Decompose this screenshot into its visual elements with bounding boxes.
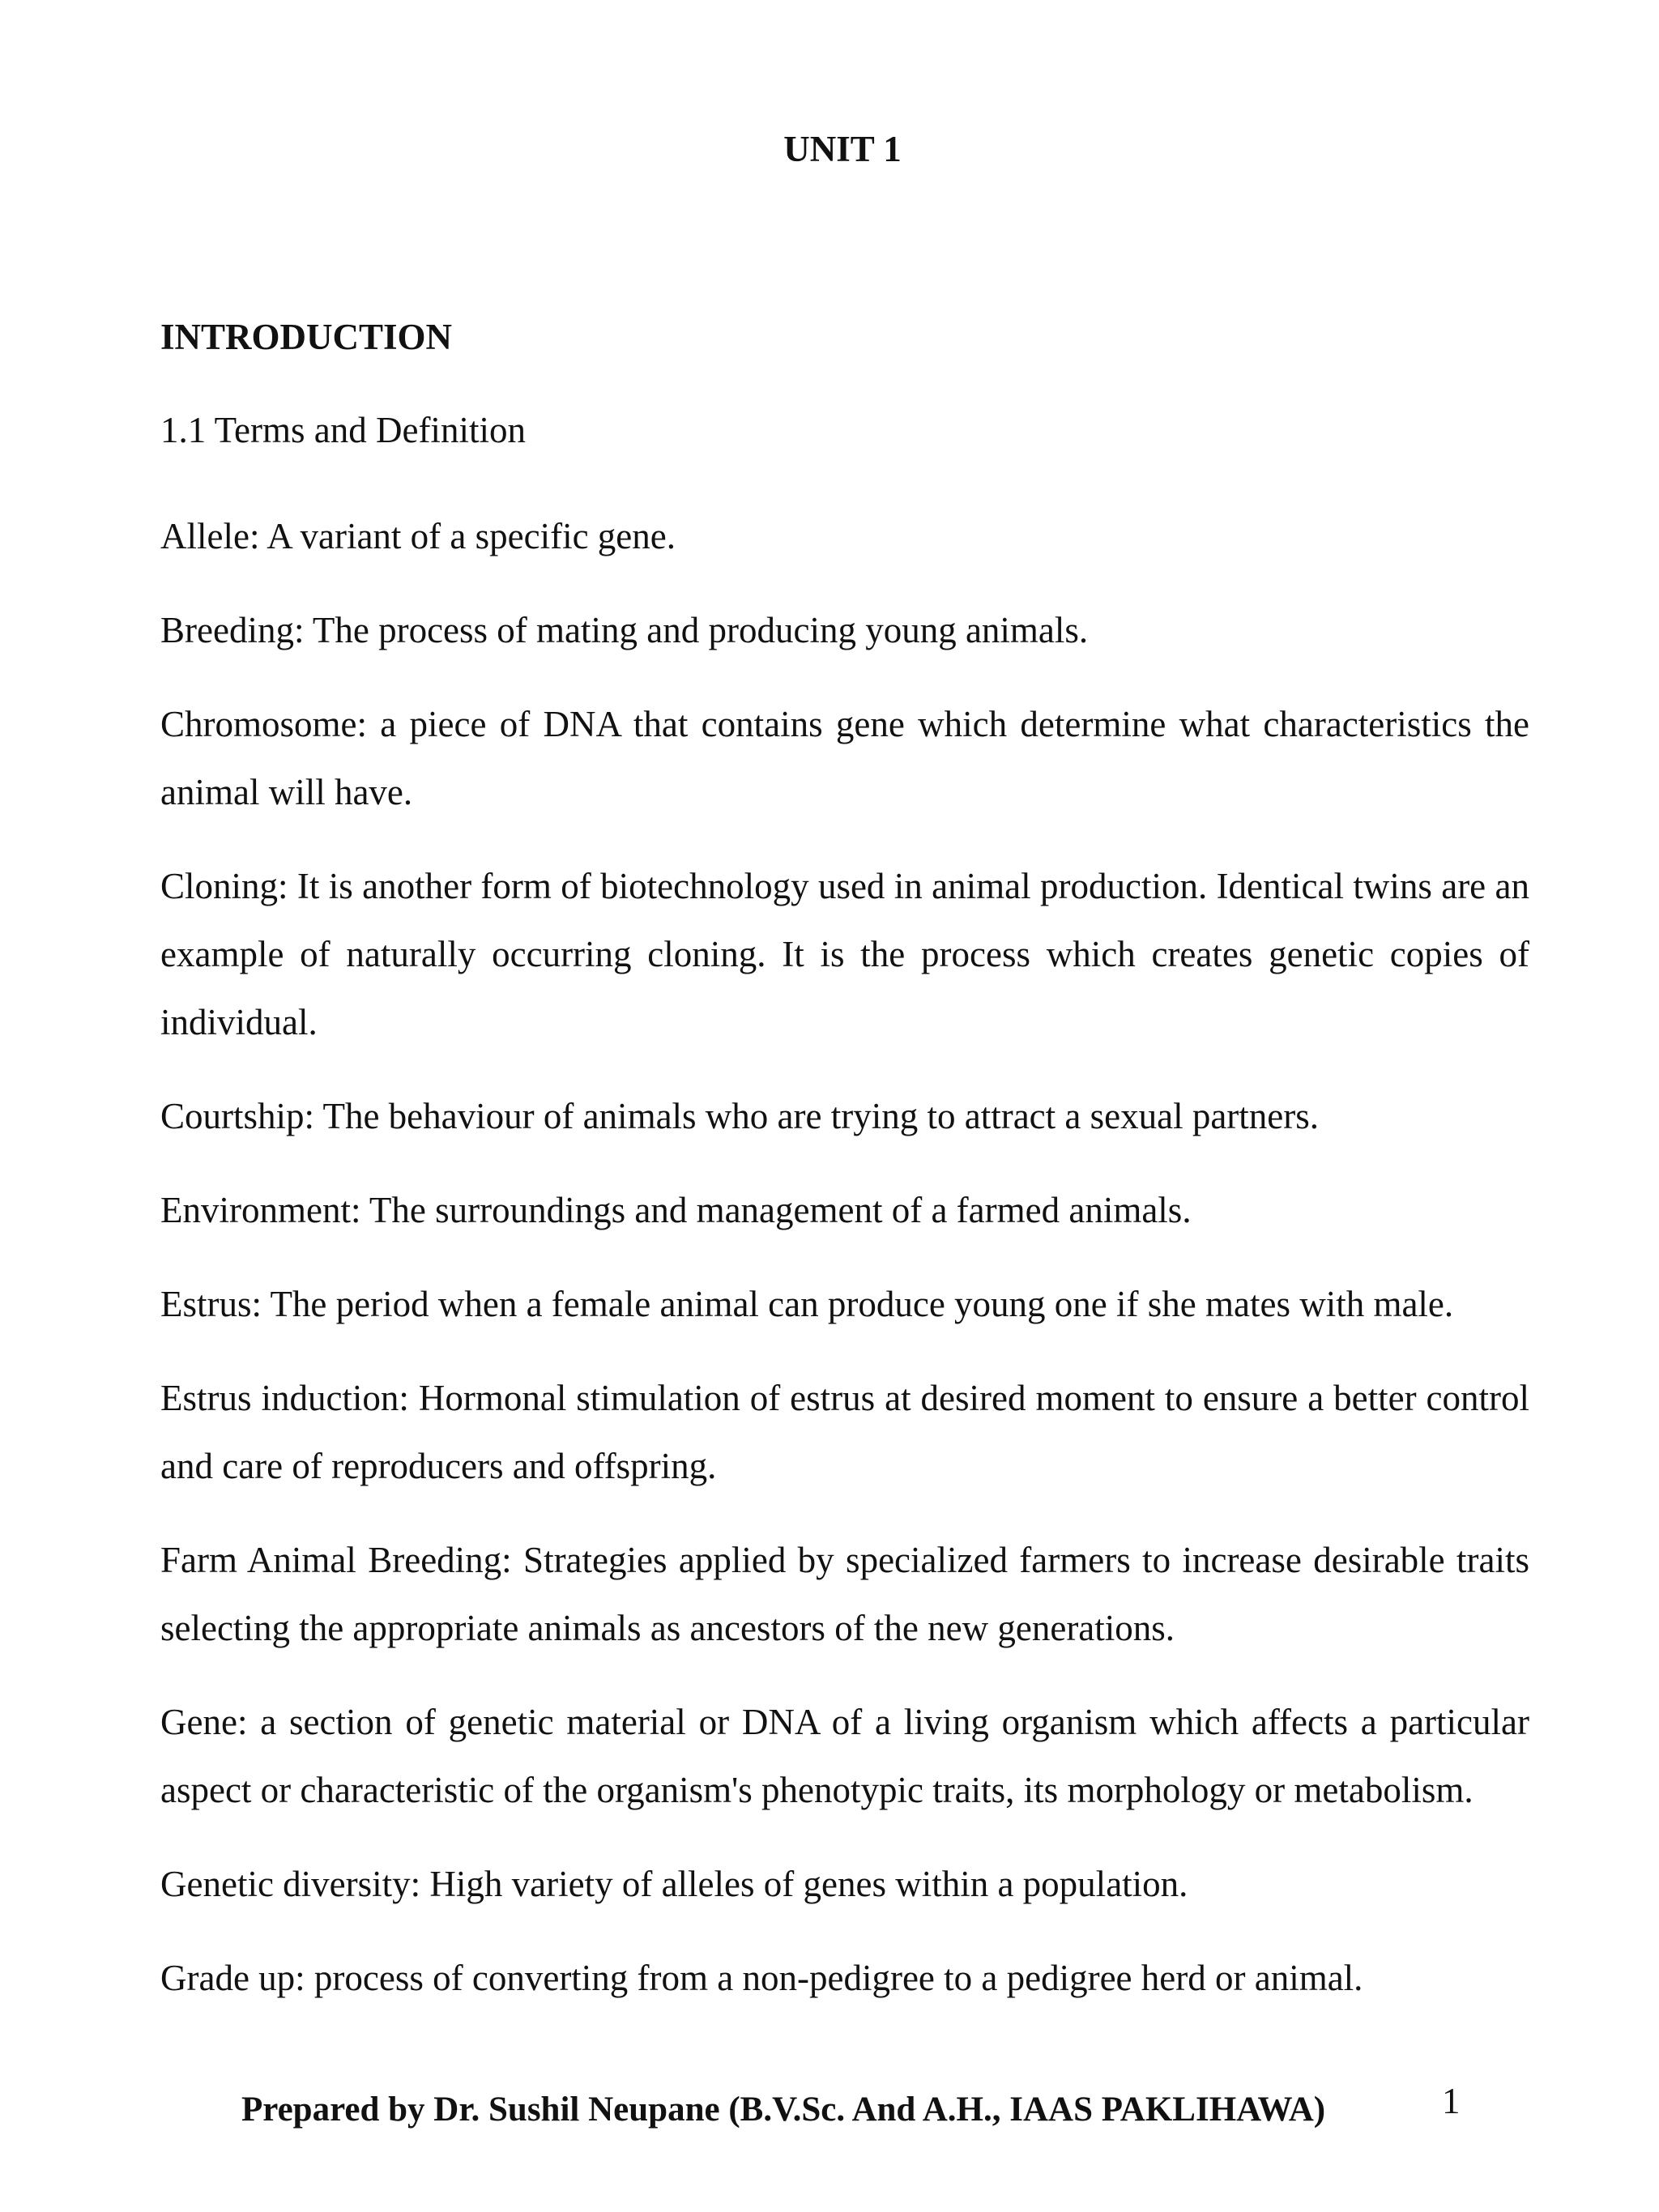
definition-estrus-induction: Estrus induction: Hormonal stimulation of estrus at desired moment to ensure a better control and care of reproducers and offspring. <box>160 1378 1529 1486</box>
page-number: 1 <box>1442 2081 1461 2121</box>
definition-environment: Environment: The surroundings and management of a farmed animals. <box>160 1190 1192 1230</box>
definition-estrus: Estrus: The period when a female animal can produce young one if she mates with male. <box>160 1284 1454 1324</box>
definition-gene: Gene: a section of genetic material or DNA of a living organism which affects a particular aspect or characteristic of the organism's phenotypic traits, its morphology or metabolism. <box>160 1702 1529 1810</box>
page-footer <box>0 2081 1659 2171</box>
section-heading: INTRODUCTION <box>160 317 453 357</box>
definition-courtship: Courtship: The behaviour of animals who are trying to attract a sexual partners. <box>160 1096 1320 1136</box>
definition-chromosome: Chromosome: a piece of DNA that contains gene which determine what characteristics the animal will have. <box>160 704 1529 812</box>
definition-grade-up: Grade up: process of converting from a non-pedigree to a pedigree herd or animal. <box>160 1958 1363 1998</box>
definition-farm-animal-breeding: Farm Animal Breeding: Strategies applied by specialized farmers to increase desirable traits selecting the appropriate animals as ancestors of the new generations. <box>160 1540 1529 1648</box>
subheading: 1.1 Terms and Definition <box>160 410 526 450</box>
definition-allele: Allele: A variant of a specific gene. <box>160 516 676 556</box>
definitions-list <box>160 502 1529 2038</box>
definition-breeding: Breeding: The process of mating and producing young animals. <box>160 610 1089 650</box>
footer-prepared-by: Prepared by Dr. Sushil Neupane (B.V.Sc. And A.H., IAAS PAKLIHAWA) <box>241 2091 1326 2129</box>
unit-title: UNIT 1 <box>783 129 902 169</box>
definition-genetic-diversity: Genetic diversity: High variety of alleles of genes within a population. <box>160 1864 1188 1904</box>
definition-cloning: Cloning: It is another form of biotechnology used in animal production. Identical twins are an example of naturally occurring cloning. It is the process which creates genetic copies of individual. <box>160 866 1529 1042</box>
